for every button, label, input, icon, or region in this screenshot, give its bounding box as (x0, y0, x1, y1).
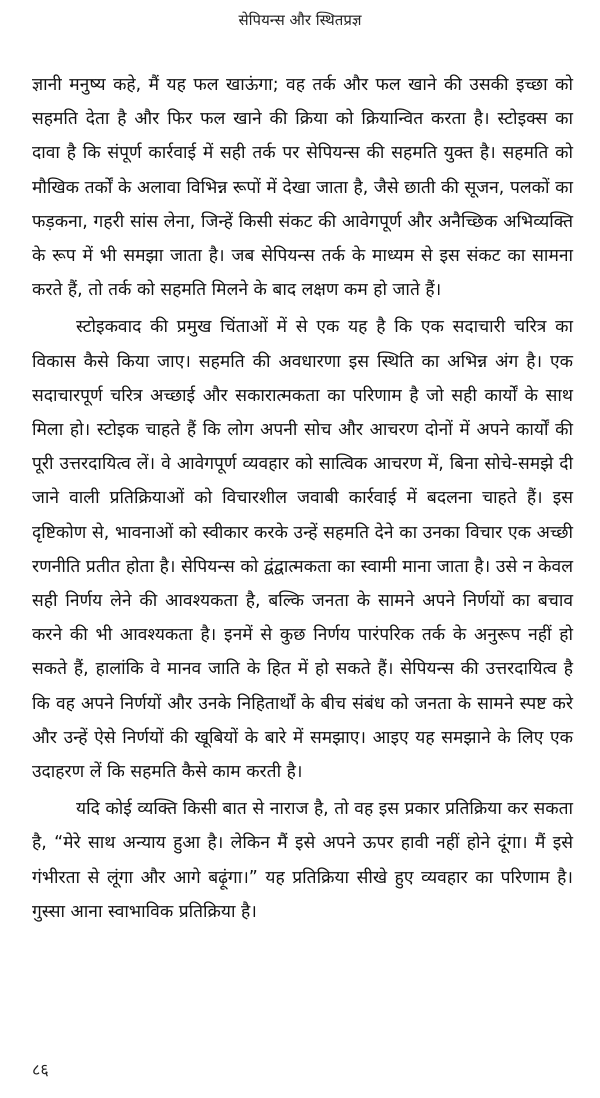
page-number: ८६ (32, 1060, 49, 1079)
body-text (32, 68, 573, 932)
running-header: सेपियन्स और स्थितप्रज्ञ (238, 11, 362, 29)
paragraph-1: ज्ञानी मनुष्य कहे, मैं यह फल खाऊंगा; वह तर्क और फल खाने की उसकी इच्छा को सहमति देता है और फिर फल खाने की क्रिया को क्रियान्वित करता है। स्टोइक्स का दावा है कि संपूर्ण कार्रवाई में सही तर्क पर सेपियन्स की सहमति युक्त है। सहमति को मौखिक तर्कों के अलावा विभिन्न रूपों में देखा जाता है, जैसे छाती की सूजन, पलकों का फड़कना, गहरी सांस लेना, जिन्हें किसी संकट की आवेगपूर्ण और अनैच्छिक अभिव्यक्ति के रूप में भी समझा जाता है। जब सेपियन्स तर्क के माध्यम से इस संकट का सामना करते हैं, तो तर्क को सहमति मिलने के बाद लक्षण कम हो जाते हैं। (32, 75, 573, 301)
paragraph-2: स्टोइकवाद की प्रमुख चिंताओं में से एक यह है कि एक सदाचारी चरित्र का विकास कैसे किया जाए। सहमति की अवधारणा इस स्थिति का अभिन्न अंग है। एक सदाचारपूर्ण चरित्र अच्छाई और सकारात्मकता का परिणाम है जो सही कार्यों के साथ मिला हो। स्टोइक चाहते हैं कि लोग अपनी सोच और आचरण दोनों में अपने कार्यों की पूरी उत्तरदायित्व लें। वे आवेगपूर्ण व्यवहार को सात्विक आचरण में, बिना सोचे-समझे दी जाने वाली प्रतिक्रियाओं को विचारशील जवाबी कार्रवाई में बदलना चाहते हैं। इस दृष्टिकोण से, भावनाओं को स्वीकार करके उन्हें सहमति देने का उनका विचार एक अच्छी रणनीति प्रतीत होता है। सेपियन्स को द्वंद्वात्मकता का स्वामी माना जाता है। उसे न केवल सही निर्णय लेने की आवश्यकता है, बल्कि जनता के सामने अपने निर्णयों का बचाव करने की भी आवश्यकता है। इनमें से कुछ निर्णय पारंपरिक तर्क के अनुरूप नहीं हो सकते हैं, हालांकि वे मानव जाति के हित में हो सकते हैं। सेपियन्स की उत्तरदायित्व है कि वह अपने निर्णयों और उनके निहितार्थों के बीच संबंध को जनता के सामने स्पष्ट करे और उन्हें ऐसे निर्णयों की खूबियों के बारे में समझाए। आइए यह समझाने के लिए एक उदाहरण लें कि सहमति कैसे काम करती है। (32, 317, 573, 783)
paragraph-3: यदि कोई व्यक्ति किसी बात से नाराज है, तो वह इस प्रकार प्रतिक्रिया कर सकता है, “मेरे साथ अन्याय हुआ है। लेकिन मैं इसे अपने ऊपर हावी नहीं होने दूंगा। मैं इसे गंभीरता से लूंगा और आगे बढ़ूंगा।” यह प्रतिक्रिया सीखे हुए व्यवहार का परिणाम है। गुस्सा आना स्वाभाविक प्रतिक्रिया है। (32, 799, 573, 922)
